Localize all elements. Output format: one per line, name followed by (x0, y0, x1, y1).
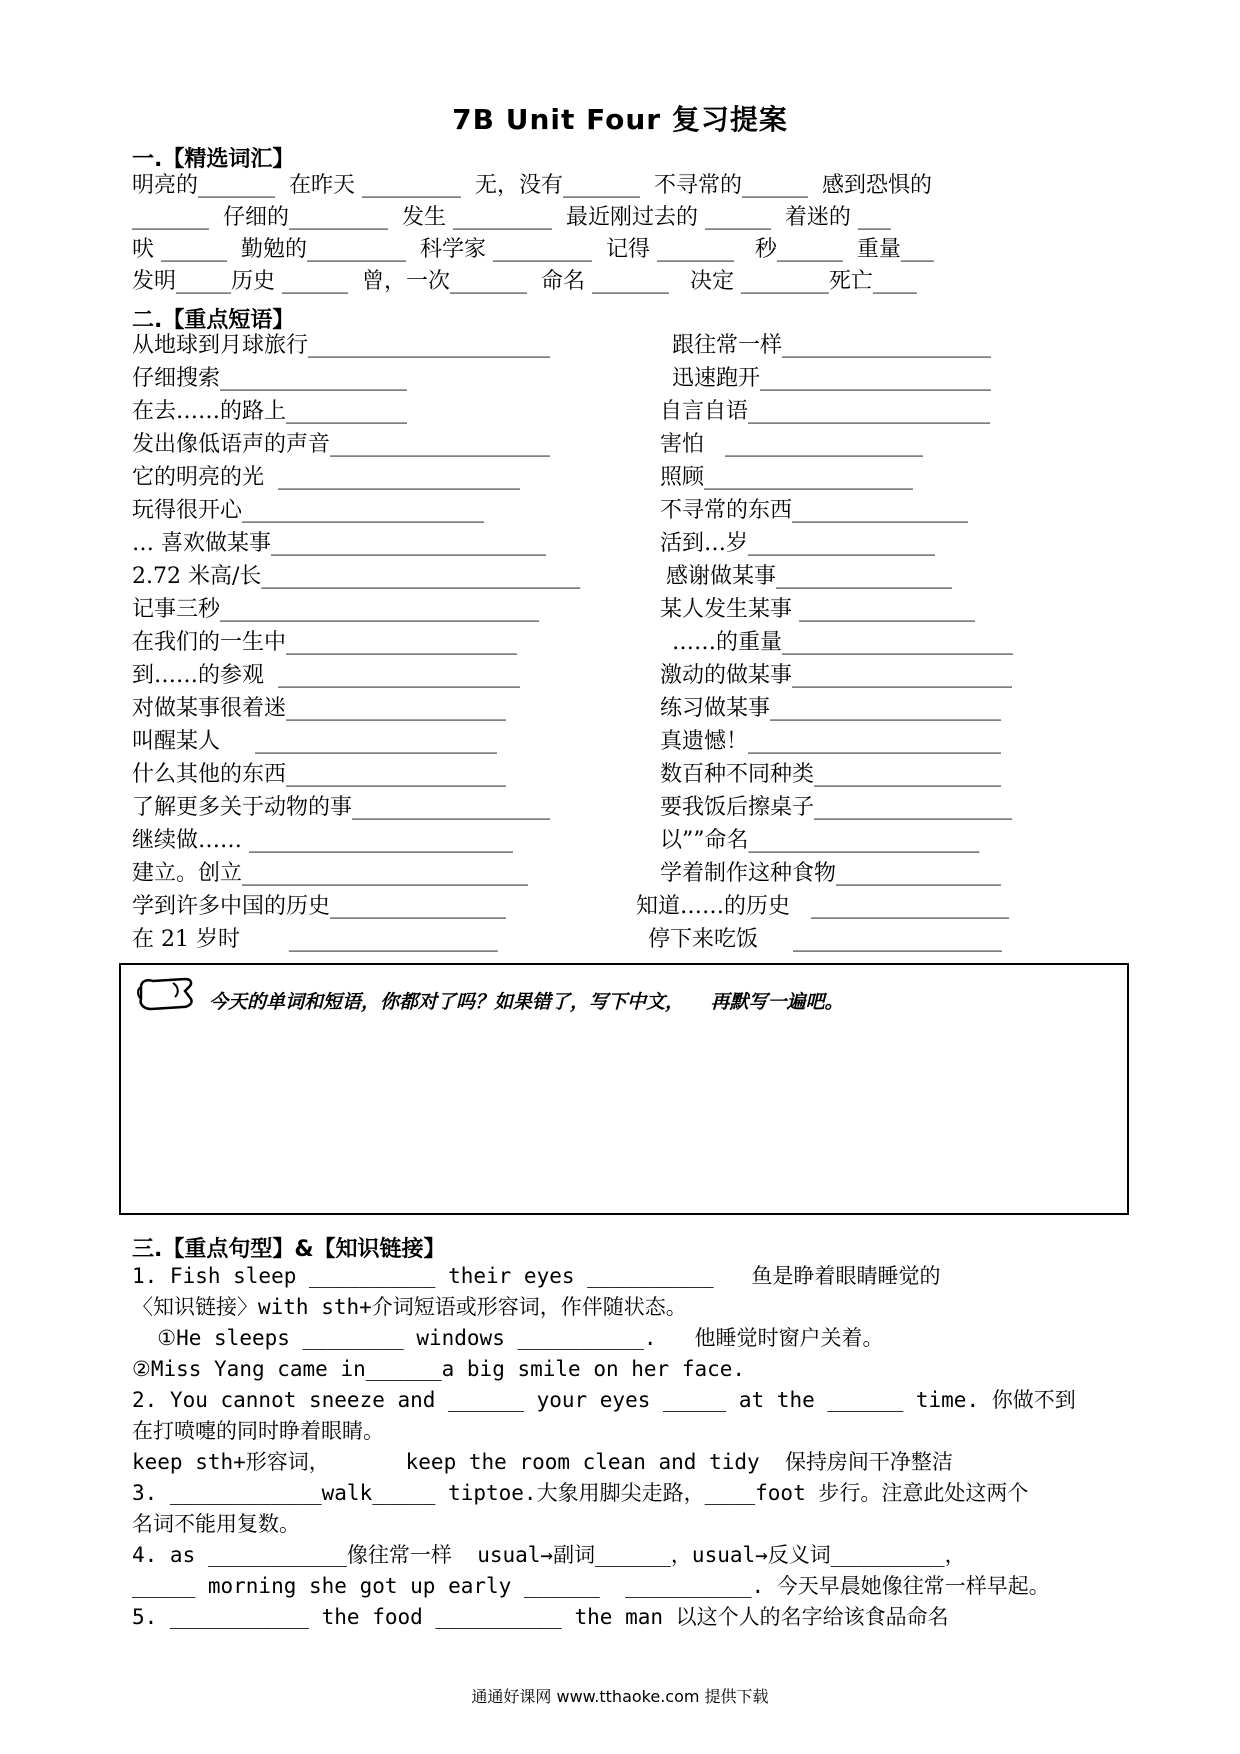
phrase-right-11: 激动的做某事____________________ (660, 663, 1013, 688)
sentence-line-8: 3. ____________walk_____ tiptoe.大象用脚尖走路，____foot 步行。注意此处这两个 (132, 1481, 1029, 1505)
phrase-right-17: 学着制作这种食物_______________ (660, 861, 1002, 886)
phrase-right-1: 跟往常一样___________________ (672, 333, 992, 358)
section1-heading: 一.【精选词汇】 (132, 147, 295, 172)
phrase-left-10: 在我们的一生中_____________________ (132, 630, 518, 655)
sentence-line-11: _____ morning she got up early ______ __________. 今天早晨她像往常一样早起。 (132, 1574, 1050, 1598)
vocab-line-3: 吠 ______ 勤勉的_________ 科学家 _________ 记得 _______ 秒______ 重量___ (132, 237, 934, 262)
phrase-right-18: 知道……的历史 __________________ (636, 894, 1009, 919)
page-footer: 通通好课网 www.tthaoke.com 提供下载 (471, 1687, 769, 1706)
sentence-line-9: 名词不能用复数。 (132, 1512, 300, 1536)
phrase-right-9: 某人发生某事 ________________ (660, 597, 975, 622)
phrase-right-7: 活到…岁_________________ (660, 531, 936, 556)
phrase-left-11: 到……的参观 ______________________ (132, 663, 520, 688)
section3-heading: 三.【重点句型】&【知识链接】 (132, 1237, 446, 1262)
sentence-line-12: 5. ___________ the food __________ the man 以这个人的名字给该食品命名 (132, 1605, 949, 1629)
sentence-line-1: 1. Fish sleep __________ their eyes __________ 鱼是睁着眼睛睡觉的 (132, 1264, 941, 1288)
phrase-right-16: 以””命名_____________________ (660, 828, 980, 853)
sentence-line-2: 〈知识链接〉with sth+介词短语或形容词，作伴随状态。 (132, 1295, 687, 1319)
phrase-left-17: 建立。创立__________________________ (132, 861, 529, 886)
page-title: 7B Unit Four 复习提案 (452, 103, 788, 136)
phrase-left-15: 了解更多关于动物的事__________________ (132, 795, 551, 820)
phrase-right-10: ……的重量_____________________ (672, 630, 1014, 655)
phrase-left-2: 仔细搜索_________________ (132, 366, 408, 391)
phrase-right-19: 停下来吃饭 ___________________ (648, 927, 1002, 952)
phrase-left-8: 2.72 米高/长_____________________________ (132, 564, 581, 589)
section2-heading: 二.【重点短语】 (132, 308, 295, 333)
sentence-line-5: 2. You cannot sneeze and ______ your eyes _____ at the ______ time. 你做不到 (132, 1388, 1076, 1412)
scroll-icon (133, 973, 199, 1019)
sentence-line-3: ①He sleeps ________ windows __________. 他睡觉时窗户关着。 (132, 1326, 884, 1350)
vocab-line-1: 明亮的_______ 在昨天 _________ 无，没有_______ 不寻常的______ 感到恐惧的 (132, 173, 932, 198)
phrase-right-3: 自言自语______________________ (660, 399, 991, 424)
vocab-line-4: 发明_____历史 ______ 曾，一次_______ 命名 _______ 决定 ________死亡____ (132, 269, 917, 294)
phrase-right-14: 数百种不同种类_________________ (660, 762, 1002, 787)
phrase-left-14: 什么其他的东西____________________ (132, 762, 507, 787)
note-instruction: 今天的单词和短语，你都对了吗？如果错了，写下中文， 再默写一遍吧。 (209, 991, 844, 1013)
phrase-left-6: 玩得很开心______________________ (132, 498, 485, 523)
phrase-left-9: 记事三秒_____________________________ (132, 597, 540, 622)
phrase-right-2: 迅速跑开_____________________ (672, 366, 992, 391)
phrase-right-12: 练习做某事_____________________ (660, 696, 1002, 721)
phrase-right-4: 害怕 __________________ (660, 432, 923, 457)
phrase-left-5: 它的明亮的光 ______________________ (132, 465, 520, 490)
sentence-line-4: ②Miss Yang came in______a big smile on her face. (132, 1357, 746, 1381)
phrase-right-8: 感谢做某事________________ (666, 564, 953, 589)
phrase-left-3: 在去……的路上___________ (132, 399, 408, 424)
phrase-right-13: 真遗憾！_______________________ (660, 729, 1002, 754)
phrase-left-16: 继续做…… ________________________ (132, 828, 513, 853)
phrase-right-5: 照顾___________________ (660, 465, 914, 490)
phrase-left-13: 叫醒某人 ______________________ (132, 729, 497, 754)
phrase-left-7: … 喜欢做某事_________________________ (132, 531, 546, 556)
sentence-line-7: keep sth+形容词， keep the room clean and tidy 保持房间干净整洁 (132, 1450, 953, 1474)
phrase-left-12: 对做某事很着迷____________________ (132, 696, 507, 721)
sentence-line-10: 4. as ___________像往常一样 usual→副词______，usual→反义词_________， (132, 1543, 966, 1567)
phrase-left-19: 在 21 岁时 ___________________ (132, 927, 498, 952)
phrase-left-1: 从地球到月球旅行______________________ (132, 333, 551, 358)
practice-note-box (119, 963, 1129, 1215)
phrase-left-4: 发出像低语声的声音____________________ (132, 432, 551, 457)
sentence-line-6: 在打喷嚏的同时睁着眼睛。 (132, 1419, 384, 1443)
vocab-line-2: _______ 仔细的_________ 发生 _________ 最近刚过去的 ______ 着迷的 ___ (132, 205, 891, 230)
phrase-right-6: 不寻常的东西________________ (660, 498, 969, 523)
phrase-left-18: 学到许多中国的历史________________ (132, 894, 507, 919)
phrase-right-15: 要我饭后擦桌子__________________ (660, 795, 1013, 820)
